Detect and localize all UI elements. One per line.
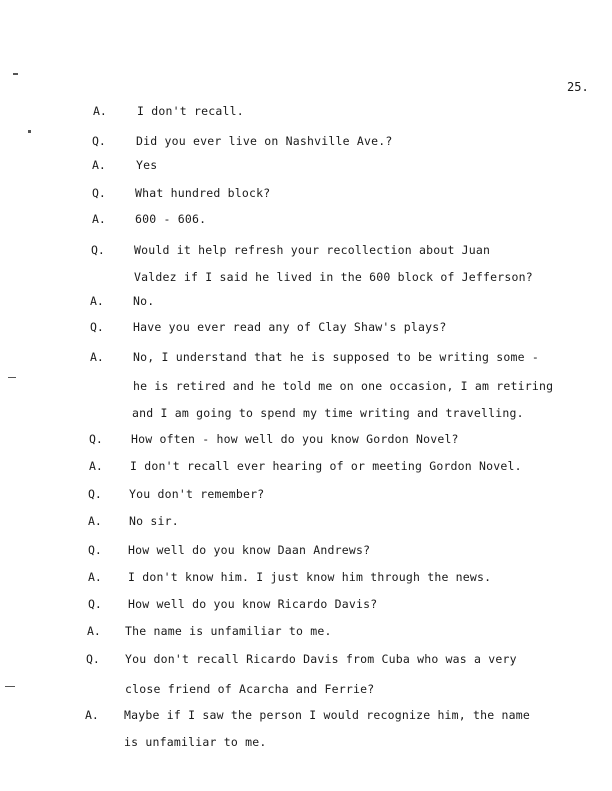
transcript-line: I don't recall. [137, 104, 244, 118]
transcript-line: is unfamiliar to me. [124, 735, 267, 749]
speaker-label: Q. [88, 597, 102, 611]
transcript-line: No. [133, 294, 155, 308]
transcript-line: Did you ever live on Nashville Ave.? [136, 134, 393, 148]
transcript-line: How often - how well do you know Gordon Novel? [131, 432, 459, 446]
speaker-label: Q. [91, 243, 105, 257]
speaker-label: Q. [92, 134, 106, 148]
speaker-label: A. [88, 514, 102, 528]
transcript-line: You don't recall Ricardo Davis from Cuba who was a very [125, 652, 517, 666]
speaker-label: Q. [89, 432, 103, 446]
speaker-label: A. [90, 350, 104, 364]
speaker-label: Q. [90, 320, 104, 334]
transcript-line: 600 - 606. [135, 212, 207, 226]
transcript-line: Valdez if I said he lived in the 600 block of Jefferson? [134, 270, 533, 284]
speaker-label: Q. [86, 652, 100, 666]
speaker-label: A. [89, 459, 103, 473]
transcript-line: close friend of Acarcha and Ferrie? [125, 682, 375, 696]
speaker-label: A. [93, 104, 107, 118]
speaker-label: A. [92, 212, 106, 226]
speaker-label: Q. [88, 543, 102, 557]
transcript-line: How well do you know Daan Andrews? [128, 543, 371, 557]
page-number: 25. [567, 80, 589, 94]
transcript-line: Have you ever read any of Clay Shaw's plays? [133, 320, 447, 334]
transcript-line: How well do you know Ricardo Davis? [128, 597, 378, 611]
scan-mark [8, 377, 16, 378]
transcript-line: Yes [136, 158, 158, 172]
speaker-label: A. [88, 570, 102, 584]
transcript-line: I don't know him. I just know him through the news. [128, 570, 492, 584]
speaker-label: A. [92, 158, 106, 172]
speaker-label: A. [87, 624, 101, 638]
transcript-line: The name is unfamiliar to me. [125, 624, 332, 638]
transcript-line: he is retired and he told me on one occasion, I am retiring [133, 379, 554, 393]
transcript-line: Maybe if I saw the person I would recognize him, the name [124, 708, 531, 722]
speaker-label: A. [90, 294, 104, 308]
speaker-label: Q. [92, 186, 106, 200]
speaker-label: Q. [88, 487, 102, 501]
transcript-line: What hundred block? [135, 186, 271, 200]
scan-mark [13, 73, 18, 75]
scan-mark [28, 130, 31, 133]
scan-mark [5, 686, 15, 687]
transcript-line: Would it help refresh your recollection about Juan [134, 243, 491, 257]
transcript-line: You don't remember? [129, 487, 265, 501]
transcript-line: No, I understand that he is supposed to be writing some - [133, 350, 540, 364]
speaker-label: A. [85, 708, 99, 722]
transcript-line: No sir. [129, 514, 179, 528]
transcript-line: and I am going to spend my time writing and travelling. [132, 406, 524, 420]
transcript-line: I don't recall ever hearing of or meeting Gordon Novel. [130, 459, 522, 473]
